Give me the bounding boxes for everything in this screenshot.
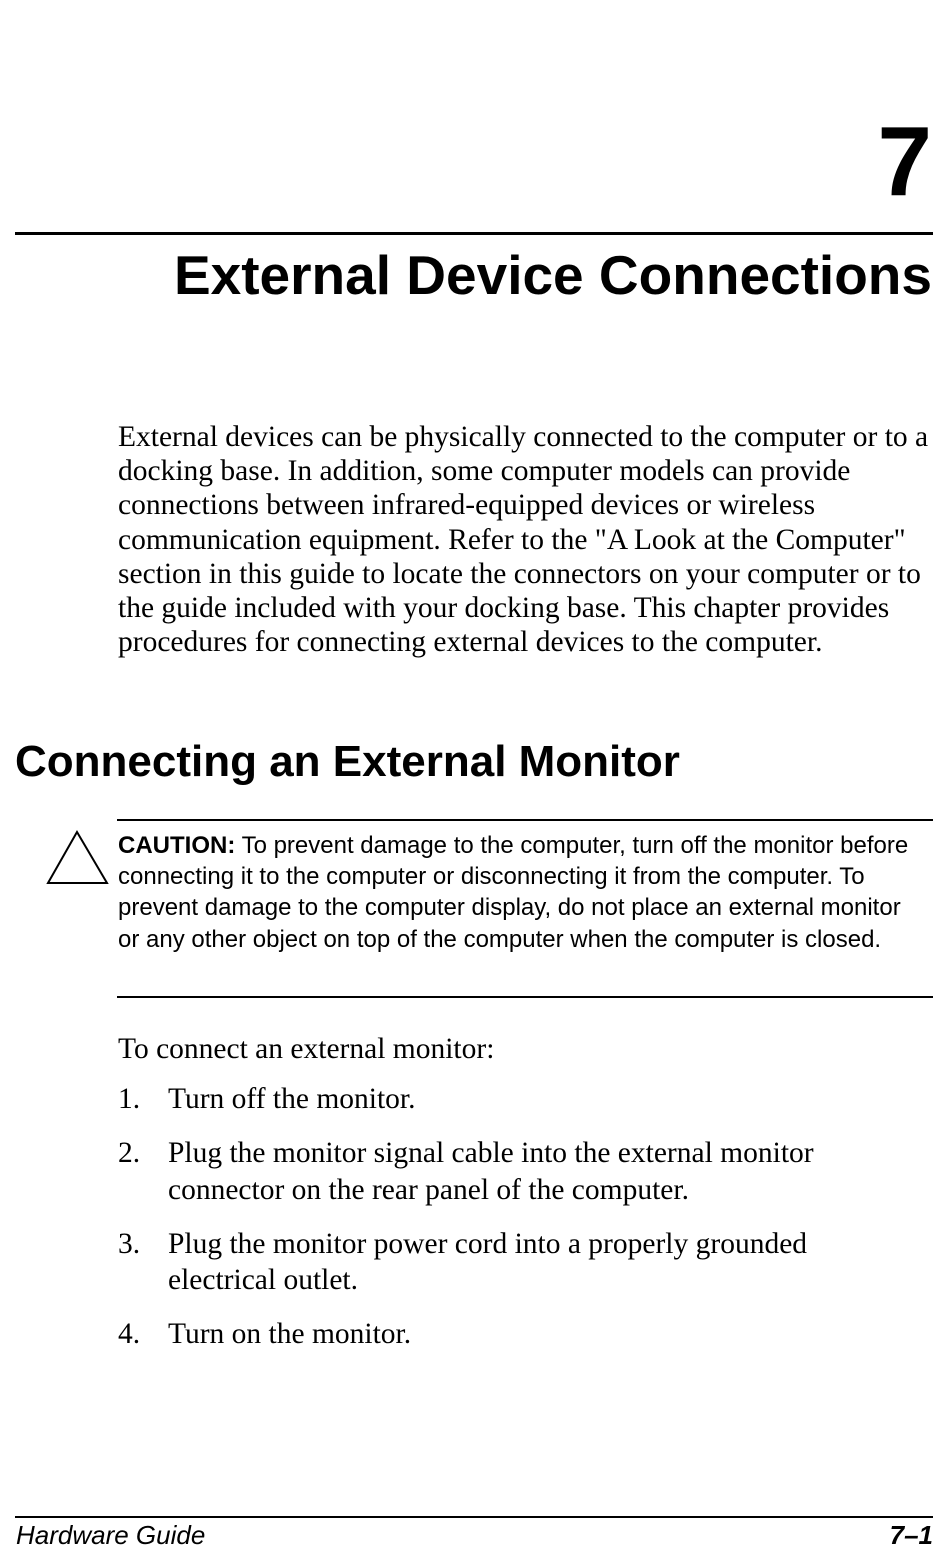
caution-note: [118, 830, 918, 955]
list-item: [118, 1316, 918, 1353]
caution-bottom-rule: [117, 996, 933, 998]
steps-list: [118, 1081, 918, 1353]
footer-title: Hardware Guide: [16, 1520, 206, 1550]
step-text: Plug the monitor signal cable into the external monitor connector on the rear panel of the computer.: [168, 1137, 814, 1206]
caution-label: CAUTION:: [118, 832, 236, 859]
step-number: 2.: [118, 1137, 141, 1169]
caution-top-rule: [117, 819, 933, 821]
chapter-rule: [15, 232, 933, 235]
caution-triangle-icon: [46, 830, 110, 886]
step-text: Turn on the monitor.: [168, 1318, 412, 1350]
chapter-title: External Device Connections: [173, 244, 932, 306]
section-heading: Connecting an External Monitor: [15, 737, 680, 786]
step-number: 1.: [118, 1083, 141, 1115]
list-item: [118, 1226, 918, 1299]
page-number: 7–1: [889, 1520, 933, 1550]
caution-body: To prevent damage to the computer, turn off the monitor before connecting it to the computer or disconnecting it from the computer. To prevent damage to the computer display, do not place an external monitor or any other object on top of the computer when the computer is closed.: [118, 832, 909, 953]
intro-paragraph: External devices can be physically connected to the computer or to a docking base. In addition, some computer models can provide connections between infrared-equipped devices or wireless communication equipment. Refer to the "A Look at the Computer" section in this guide to locate the connectors on your computer or to the guide included with your docking base. This chapter provides procedures for connecting external devices to the computer.: [118, 421, 929, 659]
step-text: Turn off the monitor.: [168, 1083, 416, 1115]
steps-intro: To connect an external monitor:: [118, 1033, 495, 1065]
footer-rule: [15, 1516, 933, 1518]
list-item: [118, 1081, 918, 1118]
step-number: 3.: [118, 1227, 141, 1260]
list-item: [118, 1135, 918, 1208]
step-text: Plug the monitor power cord into a properly grounded electrical outlet.: [168, 1227, 808, 1296]
chapter-number: 7: [877, 106, 932, 216]
step-number: 4.: [118, 1318, 141, 1350]
